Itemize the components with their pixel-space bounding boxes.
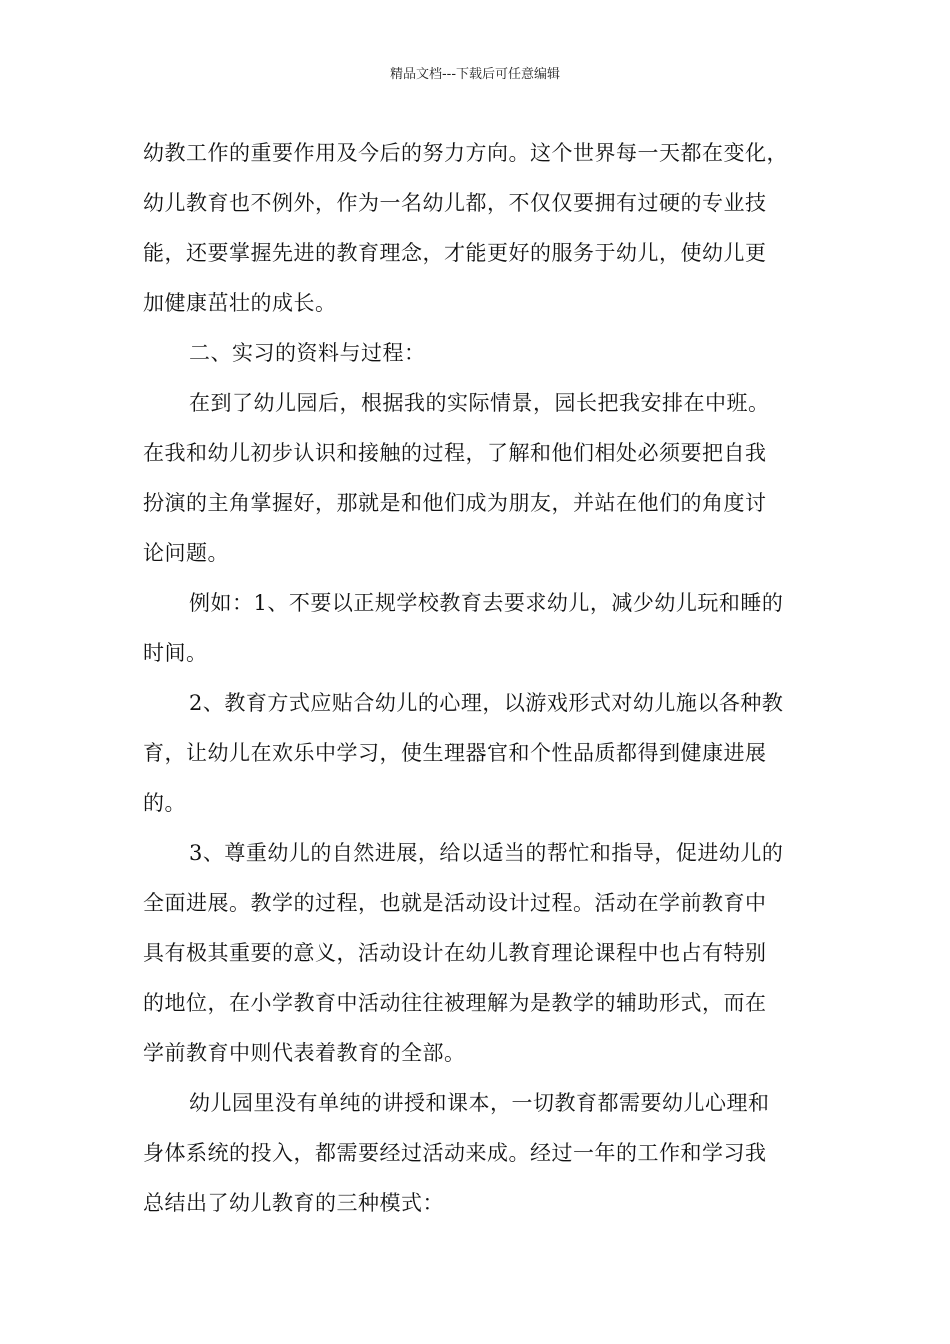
text-line: 幼儿教育也不例外，作为一名幼儿都，不仅仅要拥有过硬的专业技 — [143, 191, 767, 215]
text-line: 在我和幼儿初步认识和接触的过程，了解和他们相处必须要把自我 — [143, 441, 767, 465]
page-header: 精品文档---下载后可任意编辑 — [389, 67, 561, 82]
document-body — [143, 128, 813, 1228]
text-line: 总结出了幼儿教育的三种模式： — [143, 1191, 444, 1215]
text-line: 能，还要掌握先进的教育理念，才能更好的服务于幼儿，使幼儿更 — [143, 241, 767, 265]
text-line: 幼儿园里没有单纯的讲授和课本，一切教育都需要幼儿心理和 — [189, 1091, 770, 1115]
text-line: 例如：1、不要以正规学校教育去要求幼儿，减少幼儿玩和睡的 — [189, 591, 784, 615]
section-heading: 二、实习的资料与过程： — [189, 341, 426, 365]
text-line: 育，让幼儿在欢乐中学习，使生理器官和个性品质都得到健康进展 — [143, 741, 767, 765]
text-line: 扮演的主角掌握好，那就是和他们成为朋友，并站在他们的角度讨 — [143, 491, 767, 515]
text-line: 加健康茁壮的成长。 — [143, 291, 337, 315]
text-line: 身体系统的投入，都需要经过活动来成。经过一年的工作和学习我 — [143, 1141, 767, 1165]
text-line: 2、教育方式应贴合幼儿的心理，以游戏形式对幼儿施以各种教 — [189, 691, 784, 715]
text-line: 幼教工作的重要作用及今后的努力方向。这个世界每一天都在变化， — [143, 141, 788, 165]
text-line: 的地位，在小学教育中活动往往被理解为是教学的辅助形式，而在 — [143, 991, 767, 1015]
text-line: 论问题。 — [143, 541, 229, 565]
text-line: 3、尊重幼儿的自然进展，给以适当的帮忙和指导，促进幼儿的 — [189, 841, 784, 865]
text-line: 具有极其重要的意义，活动设计在幼儿教育理论课程中也占有特别 — [143, 941, 767, 965]
text-line: 时间。 — [143, 641, 208, 665]
text-line: 的。 — [143, 791, 186, 815]
text-line: 学前教育中则代表着教育的全部。 — [143, 1041, 466, 1065]
text-line: 全面进展。教学的过程，也就是活动设计过程。活动在学前教育中 — [143, 891, 767, 915]
text-line: 在到了幼儿园后，根据我的实际情景，园长把我安排在中班。 — [189, 391, 770, 415]
